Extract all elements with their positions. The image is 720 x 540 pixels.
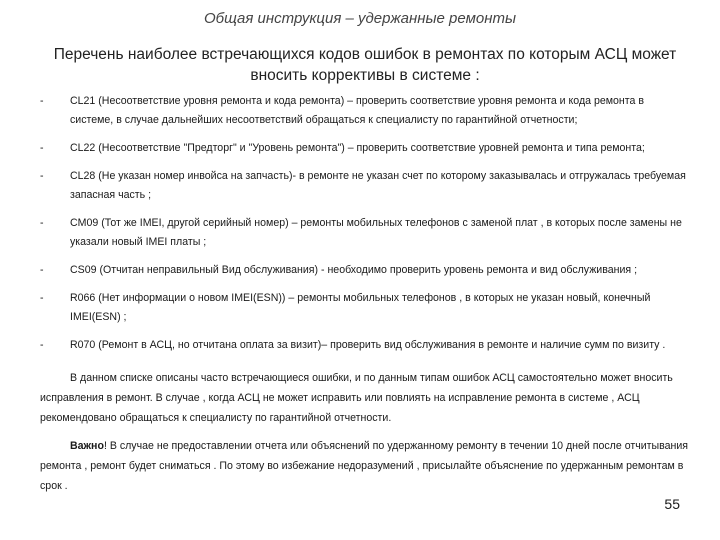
list-dash: - [40,339,44,351]
list-dash: - [40,170,44,182]
slide-title: Общая инструкция – удержанные ремонты [204,10,516,27]
list-item [40,289,690,327]
list-dash: - [40,292,44,304]
list-item-text: CM09 (Тот же IMEI, другой серийный номер) – ремонты мобильных телефонов с заменой плат , в которых после замены не указали новый IMEI платы ; [70,217,682,248]
list-dash: - [40,95,44,107]
note-paragraph: В данном списке описаны часто встречающиеся ошибки, и по данным типам ошибок АСЦ самостоятельно может вносить исправления в ремонт. В случае , когда АСЦ не может исправить или повлиять на исправление ремонта в системе , АСЦ рекомендовано обращаться к специалисту по гарантийной отчетности. [40,372,673,424]
list-item [40,92,690,130]
list-item-text: CL21 (Несоответствие уровня ремонта и кода ремонта) – проверить соответствие уровня ремонта и кода ремонта в системе, в случае дальнейших несоответствий обращаться к специалисту по гарантийной отчетности; [70,95,644,126]
list-item [40,336,690,355]
list-item-text: CL28 (Не указан номер инвойса на запчасть)- в ремонте не указан счет по которому заказывалась и отгружалась требуемая запасная часть ; [70,170,686,201]
list-item [40,167,690,205]
notes-block [40,368,690,496]
list-item-text: CL22 (Несоответствие "Предторг" и "Уровень ремонта") – проверить соответствие уровней ремонта и типа ремонта; [70,142,645,154]
list-item [40,214,690,252]
list-item [40,261,690,280]
list-dash: - [40,217,44,229]
error-code-list [40,92,690,355]
important-label: Важно [70,440,104,452]
list-item-text: R070 (Ремонт в АСЦ, но отчитана оплата за визит)– проверить вид обслуживания в ремонте и наличие сумм по визиту . [70,339,666,351]
page-number: 55 [664,496,680,512]
slide-heading: Перечень наиболее встречающихся кодов ошибок в ремонтах по которым АСЦ может вносить коррективы в системе : [53,46,677,84]
list-item-text: R066 (Нет информации о новом IMEI(ESN)) – ремонты мобильных телефонов , в которых не указан новый, конечный IMEI(ESN) ; [70,292,651,323]
list-item-text: CS09 (Отчитан неправильный Вид обслуживания) - необходимо проверить уровень ремонта и вид обслуживания ; [70,264,638,276]
important-paragraph [40,436,690,496]
list-item [40,139,690,158]
list-dash: - [40,142,44,154]
list-dash: - [40,264,44,276]
important-text: ! В случае не предоставлении отчета или объяснений по удержанному ремонту в течении 10 дней после отчитывания ремонта , ремонт будет сниматься . По этому во избежание недоразумений , присылайте объяснение по удержанным ремонтам в срок . [40,440,689,492]
